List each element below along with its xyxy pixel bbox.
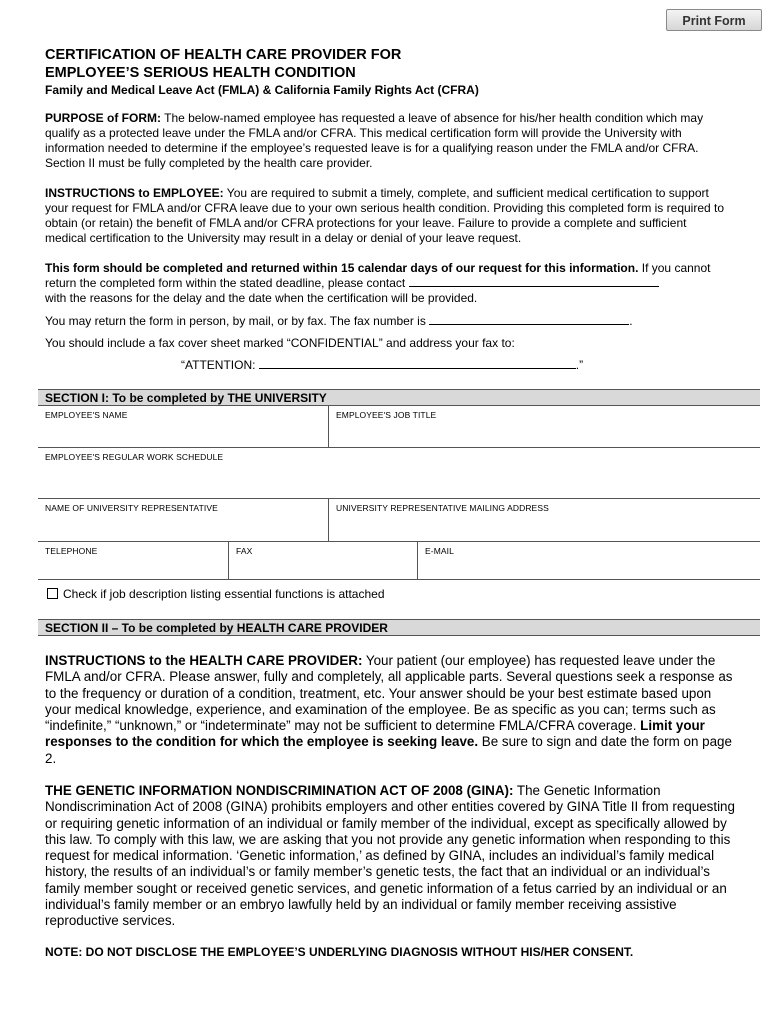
provider-instructions-text: Your patient (our employee) has requested leave under the FMLA and/or CFRA. Please answer, fully and completely, all applicable parts. Several questions seek a response as to the frequency or duration of a condition, treatment, etc. Your answer should be your best estimate based upon your medical knowledge, experience, and examination of the employee. Be as specific as you can; terms such as “indefinite,” “unknown,” or “indeterminate” may not be sufficient to determine FMLA/CFRA coverage. bbox=[45, 653, 733, 734]
work-schedule-label: EMPLOYEE'S REGULAR WORK SCHEDULE bbox=[45, 452, 224, 462]
job-description-checkbox[interactable] bbox=[47, 588, 58, 599]
provider-instructions-bold: Limit your responses to the condition for which the employee is seeking leave. bbox=[45, 718, 705, 750]
contact-field[interactable] bbox=[409, 276, 659, 287]
row-representative bbox=[38, 499, 760, 542]
employee-instructions-label: INSTRUCTIONS to EMPLOYEE: bbox=[45, 186, 224, 200]
fax-number-field[interactable] bbox=[429, 314, 629, 325]
rep-name-label: NAME OF UNIVERSITY REPRESENTATIVE bbox=[45, 503, 218, 513]
attention-field[interactable] bbox=[259, 358, 576, 369]
provider-instructions-paragraph bbox=[45, 653, 735, 767]
employee-name-label: EMPLOYEE'S NAME bbox=[45, 410, 128, 420]
email-label: E-MAIL bbox=[425, 546, 454, 556]
provider-instructions-end: Be sure to sign and date the form on page 2. bbox=[45, 734, 732, 766]
deadline-text-1: If you cannot return the completed form within the stated deadline, please contact bbox=[45, 261, 711, 290]
employee-instructions-paragraph bbox=[45, 186, 725, 246]
purpose-text: The below-named employee has requested a leave of absence for his/her health condition which may qualify as a protected leave under the FMLA and/or CFRA. This medical certification form will provide the University with information needed to determine if the employee’s requested leave is for a qualifying reason under the FMLA and/or CFRA. Section II must be fully completed by the health care provider. bbox=[45, 111, 704, 170]
provider-instructions-label: INSTRUCTIONS to the HEALTH CARE PROVIDER: bbox=[45, 653, 363, 668]
deadline-bold: This form should be completed and returned within 15 calendar days of our request for this information. bbox=[45, 261, 639, 275]
work-schedule-field[interactable] bbox=[38, 448, 760, 498]
employee-name-field[interactable] bbox=[38, 406, 329, 447]
attention-prefix: “ATTENTION: bbox=[181, 358, 259, 372]
fax-line-end: . bbox=[629, 314, 633, 328]
rep-name-field[interactable] bbox=[38, 499, 329, 541]
telephone-field[interactable] bbox=[38, 542, 229, 579]
purpose-paragraph bbox=[45, 111, 725, 171]
job-title-field[interactable] bbox=[329, 406, 760, 447]
diagnosis-note: NOTE: DO NOT DISCLOSE THE EMPLOYEE’S UNDERLYING DIAGNOSIS WITHOUT HIS/HER CONSENT. bbox=[45, 945, 634, 959]
deadline-paragraph bbox=[45, 261, 725, 306]
row-schedule bbox=[38, 448, 760, 499]
attention-suffix: .” bbox=[575, 358, 584, 372]
job-title-label: EMPLOYEE'S JOB TITLE bbox=[336, 410, 437, 420]
row-name-title bbox=[38, 406, 760, 448]
row-contact bbox=[38, 542, 760, 580]
purpose-label: PURPOSE of FORM: bbox=[45, 111, 161, 125]
gina-paragraph bbox=[45, 783, 735, 930]
cover-sheet-line: You should include a fax cover sheet marked “CONFIDENTIAL” and address your fax to: bbox=[45, 336, 515, 350]
form-title bbox=[45, 46, 745, 82]
email-field[interactable] bbox=[418, 542, 760, 579]
employee-instructions-text: You are required to submit a timely, complete, and sufficient medical certification to support your request for FMLA and/or CFRA leave due to your own serious health condition. Providing this completed form is required to obtain (or retain) the benefit of FMLA and/or CFRA protections for your leave. Failure to provide a complete and sufficient medical certification to the University may result in a delay or denial of your leave request. bbox=[45, 186, 725, 245]
form-subtitle: Family and Medical Leave Act (FMLA) & California Family Rights Act (CFRA) bbox=[45, 83, 479, 97]
fax-number-line bbox=[45, 314, 725, 329]
job-description-checkbox-label: Check if job description listing essential functions is attached bbox=[63, 587, 385, 601]
rep-address-field[interactable] bbox=[329, 499, 760, 541]
title-line-1: CERTIFICATION OF HEALTH CARE PROVIDER FOR bbox=[45, 47, 402, 63]
gina-text: The Genetic Information Nondiscrimination Act of 2008 (GINA) prohibits employers and other entities covered by GINA Title II from requesting or requiring genetic information of an individual or family member of the individual, except as specifically allowed by this law. To comply with this law, we are asking that you not provide any genetic information when responding to this request for medical information. ‘Genetic information,’ as defined by GINA, includes an individual’s family medical history, the results of an individual’s or family member’s genetic tests, the fact that an individual or an individual’s family member sought or received genetic services, and genetic information of a fetus carried by an individual or an individual’s family member or an embryo lawfully held by an individual or family member receiving assistive reproductive services. bbox=[45, 783, 735, 929]
attention-line bbox=[181, 358, 721, 373]
fax-field[interactable] bbox=[229, 542, 418, 579]
fax-label: FAX bbox=[236, 546, 253, 556]
rep-address-label: UNIVERSITY REPRESENTATIVE MAILING ADDRESS bbox=[336, 503, 549, 513]
section-2-header: SECTION II – To be completed by HEALTH CARE PROVIDER bbox=[38, 619, 760, 636]
print-form-button[interactable]: Print Form bbox=[666, 9, 762, 31]
gina-label: THE GENETIC INFORMATION NONDISCRIMINATION ACT OF 2008 (GINA): bbox=[45, 783, 514, 798]
fax-line-text: You may return the form in person, by mail, or by fax. The fax number is bbox=[45, 314, 430, 328]
title-line-2: EMPLOYEE’S SERIOUS HEALTH CONDITION bbox=[45, 65, 356, 81]
deadline-text-2: with the reasons for the delay and the date when the certification will be provided. bbox=[45, 291, 478, 305]
section-1-header: SECTION I: To be completed by THE UNIVERSITY bbox=[38, 389, 760, 406]
telephone-label: TELEPHONE bbox=[45, 546, 98, 556]
section-1-grid bbox=[38, 406, 760, 580]
